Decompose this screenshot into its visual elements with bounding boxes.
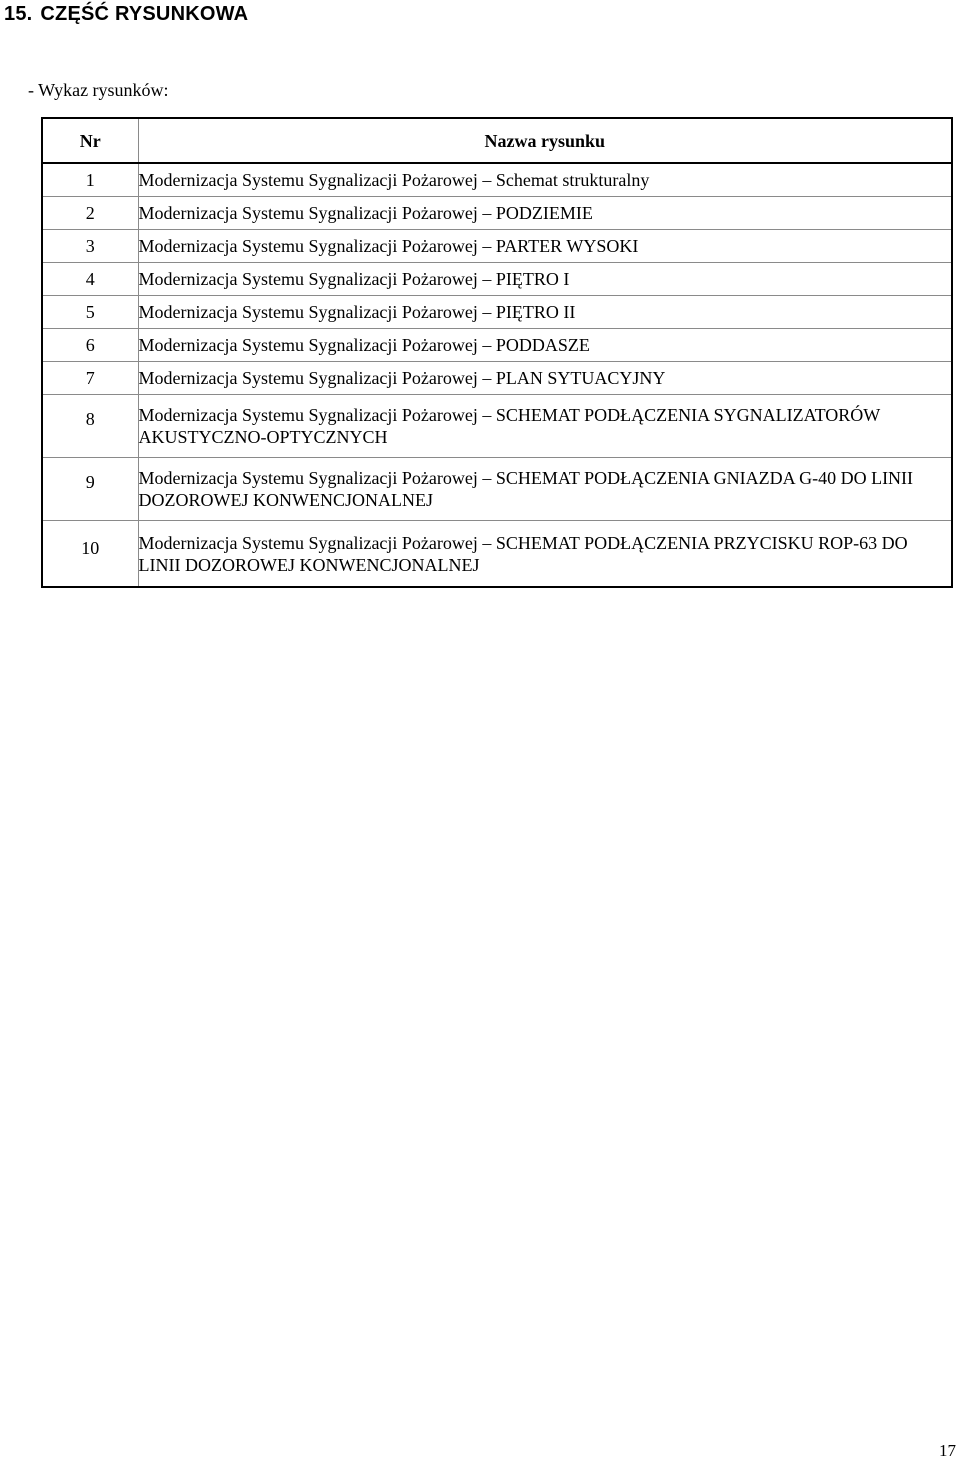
page-number: 17 (939, 1441, 956, 1460)
table-row (42, 362, 952, 395)
row-number: 2 (42, 197, 138, 230)
row-number: 5 (42, 296, 138, 329)
section-heading (4, 3, 248, 26)
table-row (42, 395, 952, 458)
drawing-name: Modernizacja Systemu Sygnalizacji Pożarowej – PARTER WYSOKI (138, 230, 952, 263)
drawing-name: Modernizacja Systemu Sygnalizacji Pożarowej – SCHEMAT PODŁĄCZENIA PRZYCISKU ROP-63 DO LINII DOZOROWEJ KONWENCJONALNEJ (138, 521, 952, 588)
table-row (42, 230, 952, 263)
table-row (42, 521, 952, 588)
table-row (42, 163, 952, 197)
row-number: 6 (42, 329, 138, 362)
drawing-name: Modernizacja Systemu Sygnalizacji Pożarowej – Schemat strukturalny (138, 163, 952, 197)
drawing-name: Modernizacja Systemu Sygnalizacji Pożarowej – PIĘTRO I (138, 263, 952, 296)
table-row (42, 329, 952, 362)
row-number: 8 (42, 395, 138, 458)
drawing-name: Modernizacja Systemu Sygnalizacji Pożarowej – PIĘTRO II (138, 296, 952, 329)
section-number: 15. (4, 3, 33, 25)
drawing-name: Modernizacja Systemu Sygnalizacji Pożarowej – SCHEMAT PODŁĄCZENIA GNIAZDA G-40 DO LINII DOZOROWEJ KONWENCJONALNEJ (138, 458, 952, 521)
drawing-name: Modernizacja Systemu Sygnalizacji Pożarowej – SCHEMAT PODŁĄCZENIA SYGNALIZATORÓW AKUSTYCZNO-OPTYCZNYCH (138, 395, 952, 458)
table-row (42, 197, 952, 230)
table-row (42, 296, 952, 329)
table-row (42, 263, 952, 296)
column-header-nr: Nr (42, 118, 138, 163)
drawing-name: Modernizacja Systemu Sygnalizacji Pożarowej – PODZIEMIE (138, 197, 952, 230)
table-row (42, 458, 952, 521)
row-number: 3 (42, 230, 138, 263)
section-title: CZĘŚĆ RYSUNKOWA (40, 3, 249, 25)
drawing-name: Modernizacja Systemu Sygnalizacji Pożarowej – PODDASZE (138, 329, 952, 362)
column-header-name: Nazwa rysunku (138, 118, 952, 163)
drawings-table (41, 117, 953, 588)
row-number: 10 (42, 521, 138, 588)
row-number: 4 (42, 263, 138, 296)
row-number: 9 (42, 458, 138, 521)
drawing-name: Modernizacja Systemu Sygnalizacji Pożarowej – PLAN SYTUACYJNY (138, 362, 952, 395)
drawings-list-intro: - Wykaz rysunków: (28, 80, 169, 100)
row-number: 1 (42, 163, 138, 197)
table-header-row (42, 118, 952, 163)
row-number: 7 (42, 362, 138, 395)
